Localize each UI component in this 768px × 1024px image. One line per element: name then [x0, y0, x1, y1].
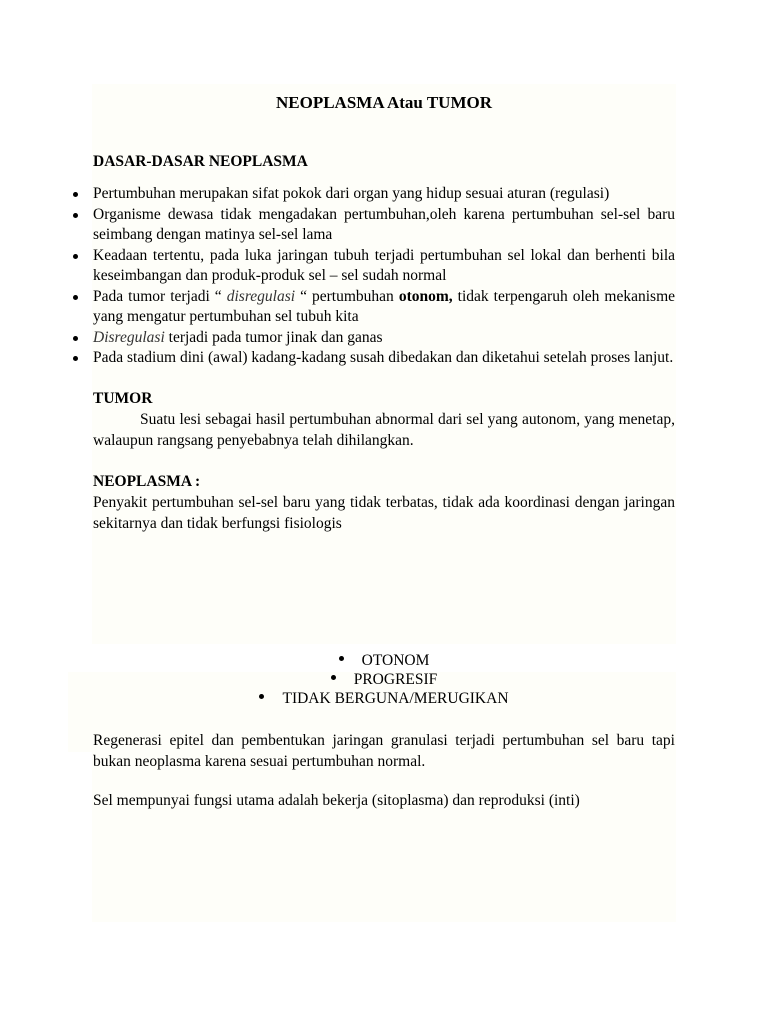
bullet-icon: [73, 356, 78, 361]
list-item: Keadaan tertentu, pada luka jaringan tubuh terjadi pertumbuhan sel lokal dan berhenti bila keseimbangan dan produk-produk sel – sel sudah normal: [93, 246, 675, 287]
list-item: Disregulasi terjadi pada tumor jinak dan ganas: [93, 328, 675, 349]
bullet-icon: [73, 254, 78, 259]
document-body: [93, 84, 675, 811]
bullet-icon: [331, 675, 336, 680]
bullet-icon: [339, 656, 344, 661]
dasar-bullet-list: [93, 184, 675, 369]
list-item: Organisme dewasa tidak mengadakan pertumbuhan,oleh karena pertumbuhan sel-sel baru seimbang dengan matinya sel-sel lama: [93, 205, 675, 246]
section-heading-dasar: DASAR-DASAR NEOPLASMA: [93, 153, 308, 170]
tumor-definition: Suatu lesi sebagai hasil pertumbuhan abnormal dari sel yang autonom, yang menetap, walaupun rangsang penyebabnya telah dihilangkan.: [93, 410, 675, 449]
list-item: Pertumbuhan merupakan sifat pokok dari organ yang hidup sesuai aturan (regulasi): [93, 184, 675, 205]
section-heading-tumor: TUMOR: [93, 389, 153, 407]
bullet-icon: [259, 694, 264, 699]
list-item: Pada stadium dini (awal) kadang-kadang susah dibedakan dan diketahui setelah proses lanjut.: [93, 348, 675, 369]
list-item: PROGRESIF: [93, 670, 675, 689]
document-title: NEOPLASMA Atau TUMOR: [276, 93, 492, 112]
section-heading-neoplasma: NEOPLASMA :: [93, 472, 201, 490]
regenerasi-paragraph: Regenerasi epitel dan pembentukan jaringan granulasi terjadi pertumbuhan sel baru tapi bukan neoplasma karena sesuai pertumbuhan normal.: [93, 731, 675, 770]
bullet-icon: [73, 192, 78, 197]
bullet-icon: [73, 295, 78, 300]
sel-paragraph: Sel mempunyai fungsi utama adalah bekerja (sitoplasma) dan reproduksi (inti): [93, 791, 580, 809]
neoplasma-definition: Penyakit pertumbuhan sel-sel baru yang tidak terbatas, tidak ada koordinasi dengan jaringan sekitarnya dan tidak berfungsi fisiologis: [93, 493, 675, 532]
bullet-icon: [73, 213, 78, 218]
list-item: TIDAK BERGUNA/MERUGIKAN: [93, 689, 675, 708]
list-item: OTONOM: [93, 651, 675, 670]
bullet-icon: [73, 336, 78, 341]
list-item: Pada tumor terjadi “ disregulasi “ pertumbuhan otonom, tidak terpengaruh oleh mekanisme yang mengatur pertumbuhan sel tubuh kita: [93, 287, 675, 328]
properties-list: [93, 651, 675, 708]
